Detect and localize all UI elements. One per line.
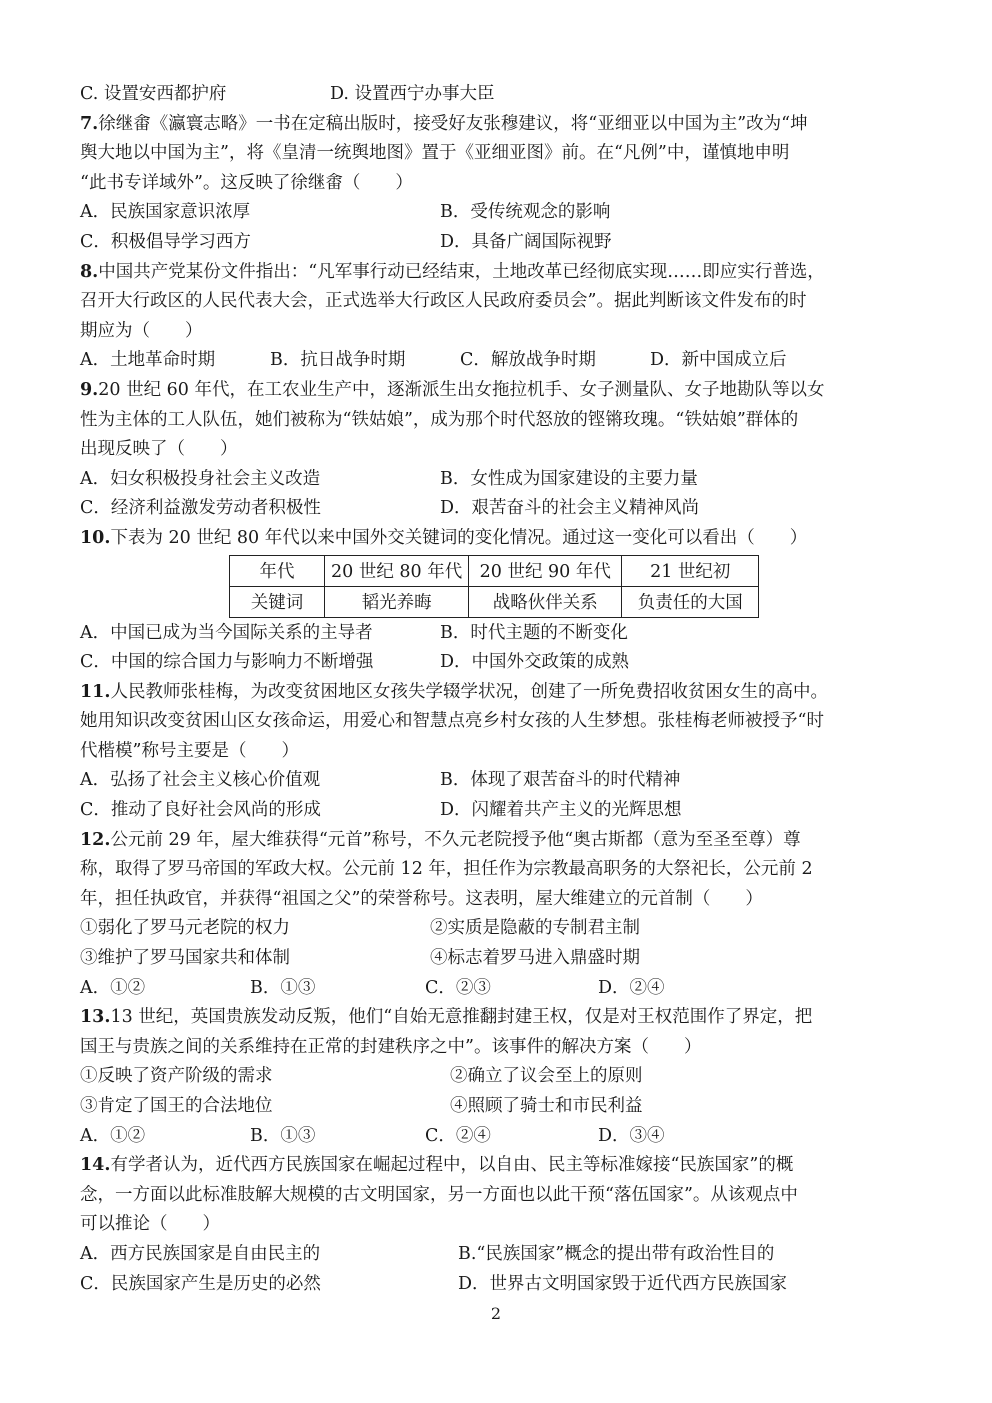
question-text: 有学者认为，近代西方民族国家在崛起过程中，以自由、民主等标准嫁接“民族国家”的概 [110, 1155, 794, 1176]
option-a: A．①② [80, 1125, 146, 1146]
option-c: C．推动了良好社会风尚的形成 [80, 800, 321, 821]
question-text: 国王与贵族之间的关系维持在正常的封建秩序之中”。该事件的解决方案（ ） [80, 1036, 702, 1057]
keyword-table [229, 555, 759, 618]
table-row [230, 586, 759, 617]
option-b: B．时代主题的不断变化 [440, 622, 628, 643]
option-c: C．②③ [425, 977, 491, 998]
question-14 [80, 1151, 916, 1299]
statement-item: ③维护了罗马国家共和体制 [80, 948, 290, 969]
statement-item: ④照顾了骑士和市民利益 [450, 1096, 643, 1116]
question-text: 性为主体的工人队伍，她们被称为“铁姑娘”，成为那个时代怒放的铿锵玫瑰。“铁姑娘”群体的 [80, 409, 799, 430]
table-cell: 关键词 [230, 586, 325, 617]
option-d: D．世界古文明国家毁于近代西方民族国家 [458, 1273, 788, 1294]
question-text: 出现反映了（ ） [80, 439, 238, 460]
question-number: 12. [80, 829, 111, 850]
statement-item: ①弱化了罗马元老院的权力 [80, 918, 290, 939]
table-cell: 21 世纪初 [622, 555, 759, 586]
option-a: A．①② [80, 977, 146, 998]
question-number: 7. [80, 113, 99, 134]
statement-item: ③肯定了国王的合法地位 [80, 1096, 273, 1116]
question-7 [80, 110, 916, 258]
question-text: “此书专详域外”。这反映了徐继畬（ ） [80, 172, 413, 193]
table-cell: 韬光养晦 [325, 586, 469, 617]
question-number: 9. [80, 379, 99, 400]
statement-item: ①反映了资产阶级的需求 [80, 1066, 273, 1087]
page-number: 2 [490, 1304, 502, 1323]
question-text: 20 世纪 60 年代，在工农业生产中，逐渐派生出女拖拉机手、女子测量队、女子地勘队等以女 [98, 379, 825, 400]
table-cell: 20 世纪 90 年代 [469, 555, 622, 586]
option-d: D．中国外交政策的成熟 [440, 652, 630, 673]
table-cell: 负责任的大国 [622, 586, 759, 617]
question-9 [80, 376, 916, 524]
option-c: C．经济利益激发劳动者积极性 [80, 498, 321, 519]
option-b: B．①③ [250, 977, 316, 998]
option-d: D．新中国成立后 [650, 350, 787, 371]
question-number: 13. [80, 1007, 111, 1028]
table-row [230, 555, 759, 586]
question-text: 称，取得了罗马帝国的军政大权。公元前 12 年，担任作为宗教最高职务的大祭祀长，公元前 2 [80, 859, 813, 880]
option-b: B．受传统观念的影响 [440, 202, 611, 223]
question-13 [80, 1003, 916, 1151]
option-a: A．西方民族国家是自由民主的 [80, 1243, 321, 1264]
question-text: 召开大行政区的人民代表大会，正式选举大行政区人民政府委员会”。据此判断该文件发布的时 [80, 291, 807, 312]
option-c: C．②④ [425, 1125, 491, 1146]
option-a: A．民族国家意识浓厚 [80, 202, 251, 223]
option-c: C．积极倡导学习西方 [80, 231, 251, 252]
question-text: 13 世纪，英国贵族发动反叛，他们“自始无意推翻封建王权，仅是对王权范围作了界定，把 [110, 1007, 813, 1028]
option-c: C．民族国家产生是历史的必然 [80, 1273, 321, 1294]
question-text: 代楷模”称号主要是（ ） [80, 740, 299, 761]
question-text: 念，一方面以此标准肢解大规模的古文明国家，另一方面也以此干预“落伍国家”。从该观点中 [80, 1184, 798, 1205]
option-c: C．解放战争时期 [460, 350, 596, 371]
question-8 [80, 258, 916, 376]
top-options-row [80, 80, 916, 110]
option-b: B．体现了艰苦奋斗的时代精神 [440, 770, 681, 791]
question-number: 8. [80, 261, 99, 282]
question-text: 中国共产党某份文件指出：“凡军事行动已经结束，土地改革已经彻底实现……即应实行普选， [98, 261, 825, 282]
question-number: 11. [80, 681, 111, 702]
statement-item: ②确立了议会至上的原则 [450, 1066, 643, 1087]
option-b: B.“民族国家”概念的提出带有政治性目的 [458, 1243, 775, 1264]
option-d: D．艰苦奋斗的社会主义精神风尚 [440, 498, 700, 519]
table-cell: 战略伙伴关系 [469, 586, 622, 617]
question-text: 可以推论（ ） [80, 1214, 220, 1235]
question-number: 10. [80, 527, 111, 548]
question-text: 公元前 29 年，屋大维获得“元首”称号，不久元老院授予他“奥古斯都（意为至圣至尊）尊 [110, 829, 801, 850]
option-c: C. 设置安西都护府 [80, 84, 227, 104]
option-b: B．女性成为国家建设的主要力量 [440, 468, 698, 489]
question-text: 人民教师张桂梅，为改变贫困地区女孩失学辍学状况，创建了一所免费招收贫困女生的高中。 [110, 681, 828, 702]
table-cell: 20 世纪 80 年代 [325, 555, 469, 586]
option-a: A．弘扬了社会主义核心价值观 [80, 770, 321, 791]
option-a: A．土地革命时期 [80, 350, 216, 371]
option-d: D. 设置西宁办事大臣 [330, 84, 495, 104]
question-10 [80, 524, 916, 678]
option-d: D．具备广阔国际视野 [440, 231, 612, 252]
option-a: A．妇女积极投身社会主义改造 [80, 468, 321, 489]
option-b: B．抗日战争时期 [270, 350, 406, 371]
table-cell: 年代 [230, 555, 325, 586]
question-text: 徐继畬《瀛寰志略》一书在定稿出版时，接受好友张穆建议，将“亚细亚以中国为主”改为“坤 [98, 113, 808, 134]
option-d: D．③④ [598, 1125, 665, 1146]
option-a: A．中国已成为当今国际关系的主导者 [80, 622, 373, 643]
question-text: 期应为（ ） [80, 320, 203, 341]
question-text: 年，担任执政官，并获得“祖国之父”的荣誉称号。这表明，屋大维建立的元首制（ ） [80, 888, 763, 909]
statement-item: ④标志着罗马进入鼎盛时期 [430, 948, 640, 969]
option-b: B．①③ [250, 1125, 316, 1146]
option-d: D．闪耀着共产主义的光辉思想 [440, 800, 682, 821]
option-d: D．②④ [598, 977, 665, 998]
question-text: 舆大地以中国为主”，将《皇清一统舆地图》置于《亚细亚图》前。在“凡例”中，谨慎地申明 [80, 143, 790, 164]
question-11 [80, 678, 916, 826]
question-text: 她用知识改变贫困山区女孩命运，用爱心和智慧点亮乡村女孩的人生梦想。张桂梅老师被授予“时 [80, 711, 824, 732]
statement-item: ②实质是隐蔽的专制君主制 [430, 918, 640, 939]
question-12 [80, 826, 916, 1004]
exam-page [80, 80, 916, 1299]
question-number: 14. [80, 1155, 111, 1176]
option-c: C．中国的综合国力与影响力不断增强 [80, 652, 374, 673]
question-text: 下表为 20 世纪 80 年代以来中国外交关键词的变化情况。通过这一变化可以看出（ ） [110, 527, 808, 548]
